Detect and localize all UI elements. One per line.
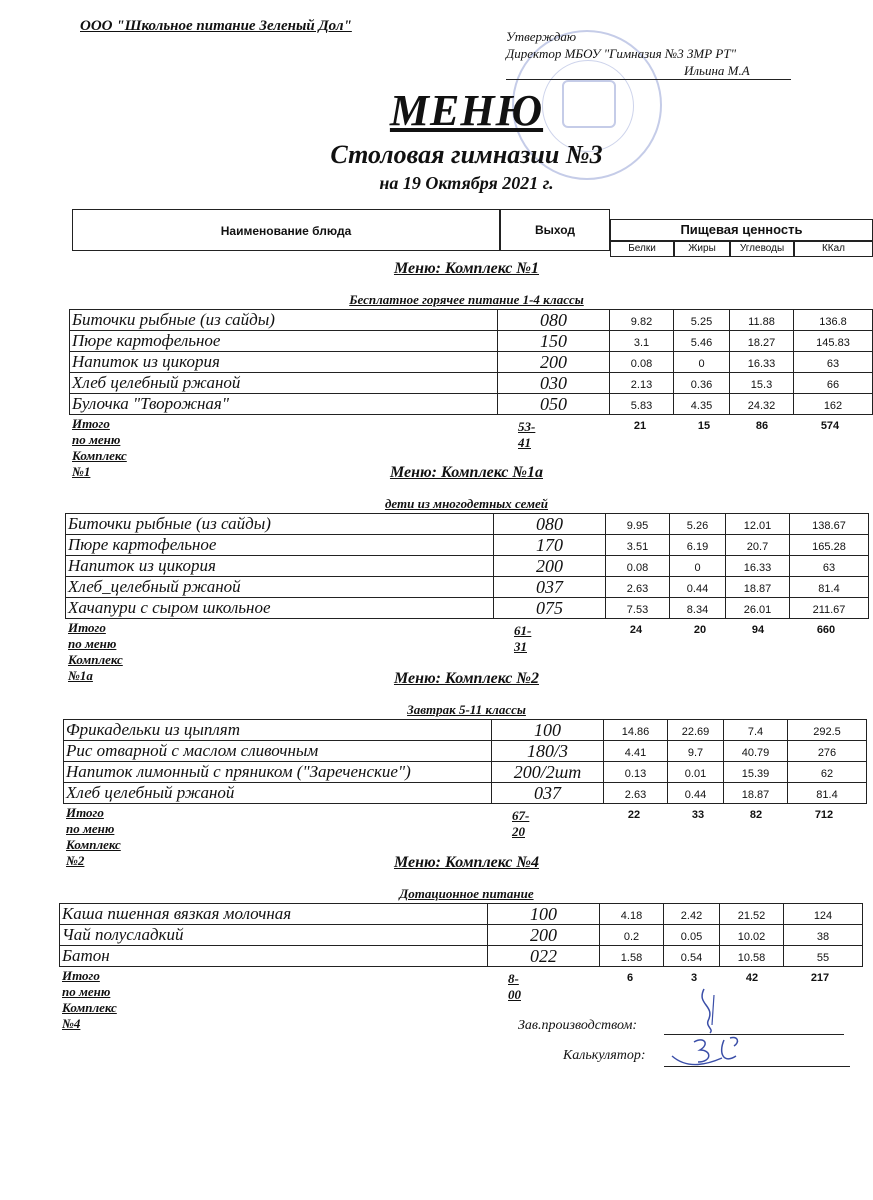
- cell-p: 5.83: [609, 393, 674, 415]
- cell-k: 165.28: [789, 534, 869, 556]
- cell-p: 7.53: [605, 597, 670, 619]
- cell-c: 24.32: [729, 393, 794, 415]
- page-title: МЕНЮ: [389, 86, 544, 135]
- cell-f: 6.19: [669, 534, 726, 556]
- cell-out: 100: [487, 903, 600, 925]
- cell-out: 200: [497, 351, 610, 373]
- cell-f: 2.42: [663, 903, 720, 925]
- cell-name: Хлеб_целебный ржаной: [65, 576, 494, 598]
- section-subtitle: дети из многодетных семей: [384, 496, 549, 511]
- cell-k: 124: [783, 903, 863, 925]
- cell-name: Хлеб целебный ржаной: [63, 782, 492, 804]
- header-dish-name: Наименование блюда: [72, 209, 500, 251]
- total-c: 86: [755, 420, 769, 432]
- cell-f: 22.69: [667, 719, 724, 741]
- total-f: 15: [697, 420, 711, 432]
- header-kcal: ККал: [794, 241, 873, 257]
- cell-c: 11.88: [729, 309, 794, 331]
- cell-p: 4.18: [599, 903, 664, 925]
- cell-p: 9.82: [609, 309, 674, 331]
- total-f: 20: [693, 624, 707, 636]
- cell-k: 81.4: [789, 576, 869, 598]
- cell-name: Напиток лимонный с пряником ("Зареченские"): [63, 761, 492, 783]
- cell-c: 26.01: [725, 597, 790, 619]
- cell-p: 2.13: [609, 372, 674, 394]
- cell-k: 66: [793, 372, 873, 394]
- section-subtitle: Дотационное питание: [399, 886, 534, 901]
- cell-p: 9.95: [605, 513, 670, 535]
- total-k: 574: [820, 420, 840, 432]
- total-label: Итого по меню Комплекс №1а: [68, 620, 123, 683]
- cell-out: 050: [497, 393, 610, 415]
- cell-p: 3.1: [609, 330, 674, 352]
- cell-name: Фрикадельки из цыплят: [63, 719, 492, 741]
- cell-k: 292.5: [787, 719, 867, 741]
- cell-p: 2.63: [605, 576, 670, 598]
- cell-c: 20.7: [725, 534, 790, 556]
- cell-out: 200/2шт: [491, 761, 604, 783]
- header-carbs: Углеводы: [730, 241, 794, 257]
- approval-line-3: Ильина М.А: [684, 63, 750, 78]
- cell-k: 81.4: [787, 782, 867, 804]
- cell-p: 14.86: [603, 719, 668, 741]
- cell-p: 0.2: [599, 924, 664, 946]
- cell-out: 150: [497, 330, 610, 352]
- cell-c: 18.87: [723, 782, 788, 804]
- cell-f: 5.26: [669, 513, 726, 535]
- cell-out: 037: [491, 782, 604, 804]
- cell-p: 2.63: [603, 782, 668, 804]
- cell-name: Напиток из цикория: [65, 555, 494, 577]
- cell-k: 145.83: [793, 330, 873, 352]
- cell-name: Рис отварной с маслом сливочным: [63, 740, 492, 762]
- total-c: 42: [745, 972, 759, 984]
- cell-p: 0.13: [603, 761, 668, 783]
- total-label: Итого по меню Комплекс №4: [62, 968, 117, 1031]
- cell-name: Биточки рыбные (из сайды): [65, 513, 494, 535]
- total-p: 24: [629, 624, 643, 636]
- cell-f: 0: [669, 555, 726, 577]
- canteen-title: Столовая гимназии №3: [330, 140, 603, 169]
- cell-k: 55: [783, 945, 863, 967]
- cell-f: 0.05: [663, 924, 720, 946]
- cell-name: Пюре картофельное: [69, 330, 498, 352]
- total-k: 660: [816, 624, 836, 636]
- total-output: 67-20: [512, 808, 530, 839]
- cell-out: 200: [487, 924, 600, 946]
- cell-f: 8.34: [669, 597, 726, 619]
- cell-c: 12.01: [725, 513, 790, 535]
- company-name: ООО "Школьное питание Зеленый Дол": [80, 18, 352, 34]
- cell-f: 0.01: [667, 761, 724, 783]
- cell-c: 15.3: [729, 372, 794, 394]
- total-c: 82: [749, 809, 763, 821]
- cell-f: 5.25: [673, 309, 730, 331]
- cell-out: 200: [493, 555, 606, 577]
- cell-c: 7.4: [723, 719, 788, 741]
- cell-out: 180/3: [491, 740, 604, 762]
- total-p: 22: [627, 809, 641, 821]
- cell-p: 3.51: [605, 534, 670, 556]
- cell-out: 022: [487, 945, 600, 967]
- cell-k: 276: [787, 740, 867, 762]
- header-nutrition: Пищевая ценность: [610, 219, 873, 241]
- cell-k: 136.8: [793, 309, 873, 331]
- total-label: Итого по меню Комплекс №1: [72, 416, 127, 479]
- approval-signature-line: [506, 62, 791, 80]
- cell-out: 037: [493, 576, 606, 598]
- cell-c: 16.33: [729, 351, 794, 373]
- total-output: 53-41: [518, 419, 536, 450]
- cell-p: 4.41: [603, 740, 668, 762]
- total-p: 21: [633, 420, 647, 432]
- cell-name: Хачапури с сыром школьное: [65, 597, 494, 619]
- header-output: Выход: [500, 209, 610, 251]
- cell-name: Чай полусладкий: [59, 924, 488, 946]
- cell-f: 5.46: [673, 330, 730, 352]
- total-label: Итого по меню Комплекс №2: [66, 805, 121, 868]
- cell-out: 170: [493, 534, 606, 556]
- cell-k: 62: [787, 761, 867, 783]
- cell-f: 4.35: [673, 393, 730, 415]
- cell-c: 16.33: [725, 555, 790, 577]
- approval-block: [506, 28, 791, 80]
- cell-f: 0.54: [663, 945, 720, 967]
- cell-k: 38: [783, 924, 863, 946]
- cell-c: 15.39: [723, 761, 788, 783]
- cell-f: 0.44: [669, 576, 726, 598]
- cell-k: 162: [793, 393, 873, 415]
- cell-f: 0.44: [667, 782, 724, 804]
- total-k: 217: [810, 972, 830, 984]
- cell-f: 9.7: [667, 740, 724, 762]
- manager-signature-scribble: [690, 985, 730, 1035]
- cell-p: 0.08: [605, 555, 670, 577]
- cell-c: 10.02: [719, 924, 784, 946]
- total-f: 33: [691, 809, 705, 821]
- cell-p: 0.08: [609, 351, 674, 373]
- section-subtitle: Бесплатное горячее питание 1-4 классы: [349, 292, 584, 307]
- cell-name: Булочка "Творожная": [69, 393, 498, 415]
- cell-f: 0: [673, 351, 730, 373]
- manager-label: Зав.производством:: [518, 1018, 638, 1033]
- menu-date: на 19 Октября 2021 г.: [379, 173, 554, 193]
- cell-out: 080: [493, 513, 606, 535]
- table-header: [72, 209, 873, 257]
- cell-p: 1.58: [599, 945, 664, 967]
- section-subtitle: Завтрак 5-11 классы: [407, 702, 526, 717]
- cell-name: Напиток из цикория: [69, 351, 498, 373]
- section-title: Меню: Комплекс №2: [393, 670, 540, 687]
- cell-out: 080: [497, 309, 610, 331]
- section-title: Меню: Комплекс №4: [393, 854, 540, 871]
- cell-c: 21.52: [719, 903, 784, 925]
- section-title: Меню: Комплекс №1: [393, 260, 540, 277]
- cell-k: 63: [793, 351, 873, 373]
- cell-c: 18.87: [725, 576, 790, 598]
- cell-c: 18.27: [729, 330, 794, 352]
- cell-out: 030: [497, 372, 610, 394]
- cell-name: Батон: [59, 945, 488, 967]
- cell-out: 100: [491, 719, 604, 741]
- cell-name: Хлеб целебный ржаной: [69, 372, 498, 394]
- total-f: 3: [690, 972, 698, 984]
- approval-line-2: Директор МБОУ "Гимназия №3 ЗМР РТ": [506, 46, 737, 61]
- total-k: 712: [814, 809, 834, 821]
- section-title: Меню: Комплекс №1а: [389, 464, 544, 481]
- cell-f: 0.36: [673, 372, 730, 394]
- cell-name: Биточки рыбные (из сайды): [69, 309, 498, 331]
- header-proteins: Белки: [610, 241, 674, 257]
- total-output: 8-00: [508, 971, 521, 1002]
- cell-k: 138.67: [789, 513, 869, 535]
- cell-name: Пюре картофельное: [65, 534, 494, 556]
- cell-c: 10.58: [719, 945, 784, 967]
- calculator-signature-scribble: [668, 1030, 778, 1075]
- total-output: 61-31: [514, 623, 532, 654]
- cell-c: 40.79: [723, 740, 788, 762]
- approval-line-1: Утверждаю: [506, 29, 577, 44]
- cell-out: 075: [493, 597, 606, 619]
- total-p: 6: [626, 972, 634, 984]
- total-c: 94: [751, 624, 765, 636]
- calculator-label: Калькулятор:: [563, 1048, 646, 1063]
- cell-name: Каша пшенная вязкая молочная: [59, 903, 488, 925]
- header-fats: Жиры: [674, 241, 730, 257]
- cell-k: 211.67: [789, 597, 869, 619]
- cell-k: 63: [789, 555, 869, 577]
